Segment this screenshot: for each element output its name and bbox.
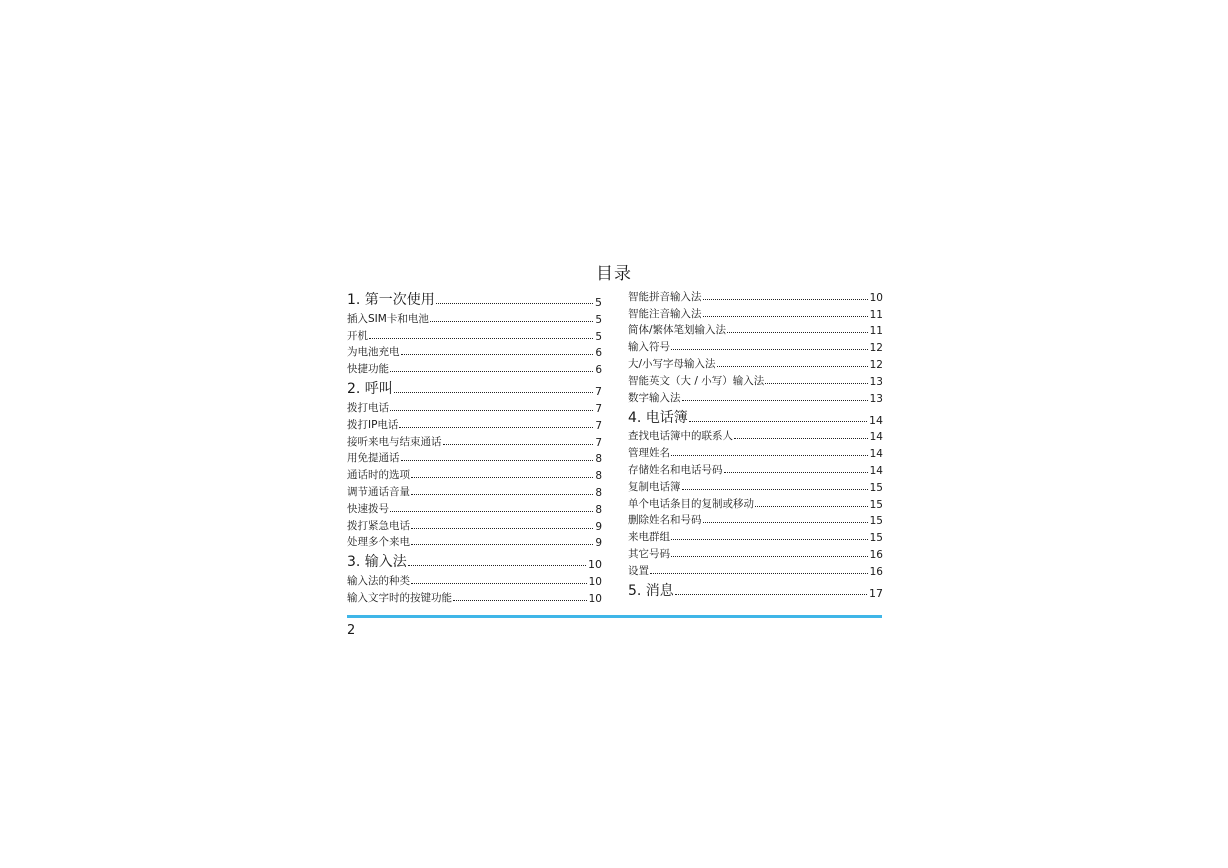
toc-leader-dots bbox=[671, 455, 868, 456]
toc-entry-page: 10 bbox=[869, 291, 883, 304]
toc-entry[interactable] bbox=[347, 415, 602, 432]
toc-entry[interactable] bbox=[347, 571, 602, 588]
toc-entry[interactable] bbox=[347, 499, 602, 516]
toc-leader-dots bbox=[369, 338, 593, 339]
toc-entry-label: 智能拼音输入法 bbox=[628, 290, 702, 303]
toc-entry[interactable] bbox=[628, 427, 883, 444]
toc-entry-label: 大/小写字母输入法 bbox=[628, 357, 716, 370]
toc-entry-label: 用免提通话 bbox=[347, 452, 400, 465]
toc-entry[interactable] bbox=[628, 511, 883, 528]
toc-entry-page: 15 bbox=[869, 481, 883, 494]
toc-entry-label: 简体/繁体笔划输入法 bbox=[628, 324, 727, 337]
toc-entry-label: 管理姓名 bbox=[628, 447, 670, 460]
toc-entry-label: 插入SIM卡和电池 bbox=[347, 312, 429, 325]
toc-leader-dots bbox=[650, 573, 868, 574]
toc-entry-page: 14 bbox=[869, 448, 883, 461]
toc-entry-page: 11 bbox=[869, 308, 883, 321]
toc-entry-page: 16 bbox=[869, 548, 883, 561]
toc-leader-dots bbox=[734, 438, 868, 439]
footer-rule bbox=[347, 615, 882, 618]
toc-entry[interactable] bbox=[347, 449, 602, 466]
toc-chapter-entry[interactable] bbox=[347, 287, 602, 309]
toc-entry-label: 输入符号 bbox=[628, 341, 670, 354]
toc-entry[interactable] bbox=[347, 465, 602, 482]
toc-leader-dots bbox=[411, 494, 593, 495]
toc-entry[interactable] bbox=[628, 287, 883, 304]
toc-entry-page: 7 bbox=[595, 385, 602, 399]
toc-entry[interactable] bbox=[347, 588, 602, 605]
toc-leader-dots bbox=[727, 332, 868, 333]
toc-leader-dots bbox=[390, 410, 593, 411]
toc-entry-label: 1. 第一次使用 bbox=[347, 292, 435, 308]
toc-entry[interactable] bbox=[347, 482, 602, 499]
toc-entry-label: 查找电话簿中的联系人 bbox=[628, 430, 733, 443]
toc-leader-dots bbox=[399, 427, 593, 428]
toc-entry[interactable] bbox=[347, 326, 602, 343]
toc-entry-page: 11 bbox=[869, 325, 883, 338]
toc-entry[interactable] bbox=[628, 304, 883, 321]
toc-leader-dots bbox=[671, 349, 868, 350]
toc-entry-label: 5. 消息 bbox=[628, 582, 674, 599]
toc-entry-label: 为电池充电 bbox=[347, 346, 400, 359]
toc-entry-label: 复制电话簿 bbox=[628, 480, 681, 493]
toc-entry-page: 9 bbox=[595, 520, 602, 533]
toc-entry-label: 输入文字时的按键功能 bbox=[347, 591, 452, 604]
page-title: 目录 bbox=[596, 264, 632, 284]
toc-leader-dots bbox=[703, 316, 868, 317]
toc-entry-page: 12 bbox=[869, 342, 883, 355]
toc-entry-page: 14 bbox=[869, 413, 883, 427]
toc-leader-dots bbox=[453, 600, 587, 601]
toc-entry-page: 7 bbox=[595, 419, 602, 432]
toc-entry[interactable] bbox=[347, 343, 602, 360]
toc-right-column bbox=[628, 287, 883, 600]
toc-entry[interactable] bbox=[628, 337, 883, 354]
toc-leader-dots bbox=[671, 539, 868, 540]
toc-entry[interactable] bbox=[628, 371, 883, 388]
toc-entry[interactable] bbox=[347, 398, 602, 415]
toc-entry-label: 智能英文（大 / 小写）输入法 bbox=[628, 374, 765, 387]
toc-entry-label: 存储姓名和电话号码 bbox=[628, 463, 723, 476]
toc-entry-label: 其它号码 bbox=[628, 547, 670, 560]
toc-entry-label: 拨打IP电话 bbox=[347, 418, 399, 431]
toc-leader-dots bbox=[430, 321, 593, 322]
toc-chapter-entry[interactable] bbox=[628, 578, 883, 600]
toc-entry-label: 通话时的选项 bbox=[347, 469, 410, 482]
toc-entry-page: 8 bbox=[595, 453, 602, 466]
toc-leader-dots bbox=[724, 472, 868, 473]
toc-leader-dots bbox=[703, 299, 868, 300]
toc-entry-page: 15 bbox=[869, 515, 883, 528]
toc-entry-page: 14 bbox=[869, 431, 883, 444]
toc-entry-page: 5 bbox=[595, 313, 602, 326]
toc-entry[interactable] bbox=[628, 388, 883, 405]
toc-entry[interactable] bbox=[628, 477, 883, 494]
toc-chapter-entry[interactable] bbox=[347, 376, 602, 398]
toc-entry[interactable] bbox=[347, 533, 602, 550]
toc-entry[interactable] bbox=[628, 561, 883, 578]
toc-entry-label: 拨打电话 bbox=[347, 401, 389, 414]
toc-left-column bbox=[347, 287, 602, 605]
toc-entry-label: 2. 呼叫 bbox=[347, 381, 393, 398]
toc-leader-dots bbox=[443, 444, 594, 445]
toc-leader-dots bbox=[411, 528, 593, 529]
toc-entry-label: 接听来电与结束通话 bbox=[347, 435, 442, 448]
toc-leader-dots bbox=[411, 544, 593, 545]
toc-leader-dots bbox=[390, 511, 593, 512]
toc-entry-page: 14 bbox=[869, 464, 883, 477]
toc-entry[interactable] bbox=[628, 321, 883, 338]
toc-entry-page: 5 bbox=[595, 330, 602, 343]
toc-entry[interactable] bbox=[628, 443, 883, 460]
page-number: 2 bbox=[347, 623, 356, 638]
toc-entry-page: 15 bbox=[869, 532, 883, 545]
toc-entry-label: 4. 电话簿 bbox=[628, 409, 688, 426]
toc-entry-page: 13 bbox=[869, 375, 883, 388]
toc-entry-label: 数字输入法 bbox=[628, 391, 681, 404]
toc-entry-page: 7 bbox=[595, 402, 602, 415]
toc-leader-dots bbox=[390, 371, 593, 372]
toc-leader-dots bbox=[755, 506, 868, 507]
toc-leader-dots bbox=[671, 556, 868, 557]
toc-leader-dots bbox=[394, 392, 593, 393]
toc-entry[interactable] bbox=[628, 544, 883, 561]
toc-leader-dots bbox=[717, 366, 868, 367]
toc-entry-label: 来电群组 bbox=[628, 531, 670, 544]
toc-entry-page: 6 bbox=[595, 347, 602, 360]
toc-entry-label: 快捷功能 bbox=[347, 363, 389, 376]
toc-leader-dots bbox=[682, 489, 868, 490]
toc-leader-dots bbox=[689, 421, 867, 422]
toc-leader-dots bbox=[411, 583, 587, 584]
toc-leader-dots bbox=[765, 383, 867, 384]
toc-entry-label: 3. 输入法 bbox=[347, 554, 407, 571]
toc-entry-page: 15 bbox=[869, 498, 883, 511]
toc-leader-dots bbox=[408, 565, 586, 566]
toc-entry-page: 7 bbox=[595, 436, 602, 449]
toc-entry-page: 5 bbox=[595, 296, 602, 309]
toc-entry[interactable] bbox=[347, 432, 602, 449]
toc-entry[interactable] bbox=[628, 527, 883, 544]
toc-entry-page: 17 bbox=[869, 586, 883, 600]
toc-entry-label: 调节通话音量 bbox=[347, 485, 410, 498]
toc-entry-page: 8 bbox=[595, 470, 602, 483]
toc-entry-page: 10 bbox=[588, 576, 602, 589]
toc-entry-label: 设置 bbox=[628, 564, 649, 577]
toc-chapter-entry[interactable] bbox=[628, 405, 883, 427]
toc-entry-label: 开机 bbox=[347, 329, 368, 342]
toc-leader-dots bbox=[401, 354, 594, 355]
toc-entry-page: 6 bbox=[595, 364, 602, 377]
toc-entry[interactable] bbox=[347, 309, 602, 326]
toc-leader-dots bbox=[682, 400, 868, 401]
toc-entry-page: 10 bbox=[588, 558, 602, 572]
toc-entry[interactable] bbox=[347, 359, 602, 376]
toc-entry-page: 12 bbox=[869, 358, 883, 371]
toc-entry-page: 9 bbox=[595, 537, 602, 550]
toc-entry-label: 删除姓名和号码 bbox=[628, 514, 702, 527]
toc-entry-page: 8 bbox=[595, 503, 602, 516]
toc-entry-page: 16 bbox=[869, 565, 883, 578]
toc-entry-label: 单个电话条目的复制或移动 bbox=[628, 497, 754, 510]
toc-entry-page: 10 bbox=[588, 592, 602, 605]
toc-entry-label: 快速拨号 bbox=[347, 502, 389, 515]
toc-leader-dots bbox=[401, 460, 594, 461]
toc-entry-page: 8 bbox=[595, 486, 602, 499]
toc-entry-label: 处理多个来电 bbox=[347, 536, 410, 549]
toc-entry-label: 拨打紧急电话 bbox=[347, 519, 410, 532]
toc-entry-page: 13 bbox=[869, 392, 883, 405]
toc-leader-dots bbox=[703, 522, 868, 523]
toc-entry[interactable] bbox=[628, 354, 883, 371]
toc-leader-dots bbox=[411, 477, 593, 478]
toc-entry-label: 输入法的种类 bbox=[347, 575, 410, 588]
toc-leader-dots bbox=[675, 594, 867, 595]
toc-chapter-entry[interactable] bbox=[347, 549, 602, 571]
toc-leader-dots bbox=[436, 303, 593, 304]
toc-entry[interactable] bbox=[347, 516, 602, 533]
toc-entry[interactable] bbox=[628, 494, 883, 511]
toc-entry-label: 智能注音输入法 bbox=[628, 307, 702, 320]
toc-entry[interactable] bbox=[628, 460, 883, 477]
